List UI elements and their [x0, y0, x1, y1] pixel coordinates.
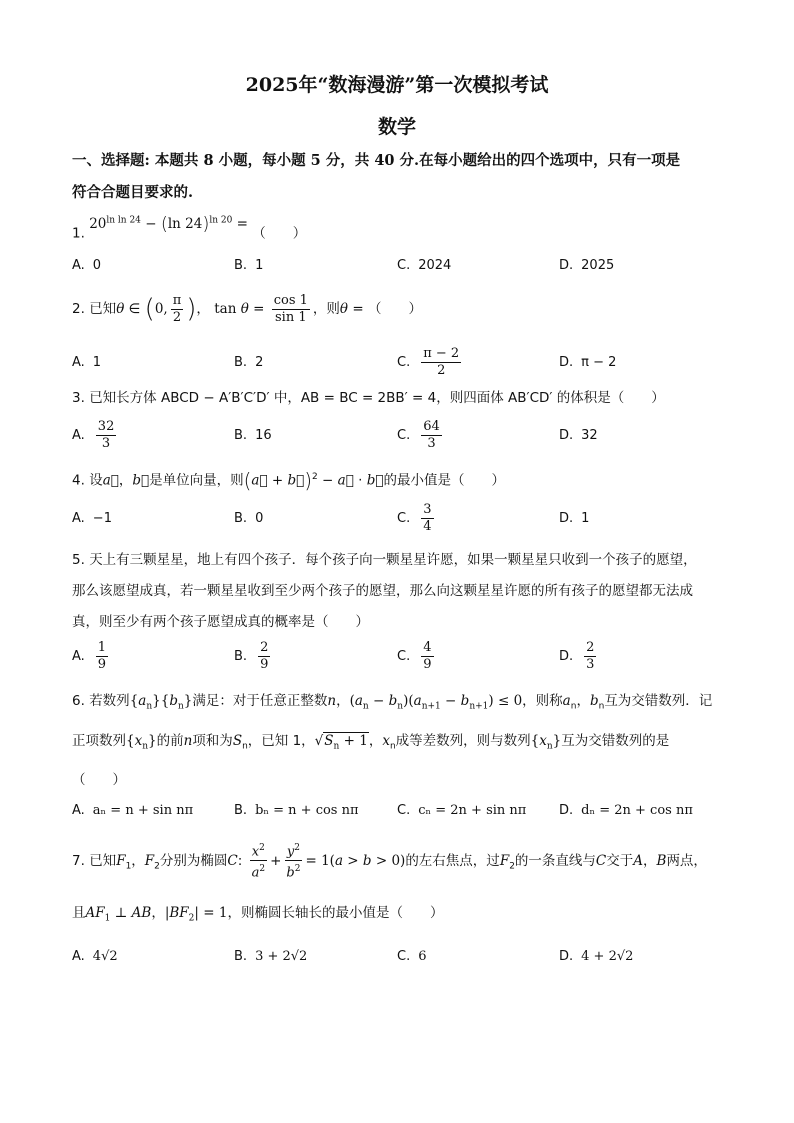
q1-option-d[interactable]: D. 2025: [559, 257, 615, 273]
q3-option-d[interactable]: D. 32: [559, 427, 598, 443]
q5-option-d[interactable]: D. $\frac{2}{3}$: [559, 639, 595, 672]
q2-option-c[interactable]: C. $\frac{\pi - 2}{2}$: [397, 345, 460, 378]
q6-option-a[interactable]: A. aₙ = n + sin nπ: [72, 802, 194, 818]
exam-title: 2025年“数海漫游”第一次模拟考试: [245, 74, 549, 96]
q7-option-b[interactable]: B. 3 + 2√2: [234, 948, 308, 964]
q7-options: [72, 936, 732, 976]
q4-option-a[interactable]: A. −1: [72, 510, 112, 526]
subject-title: 数学: [377, 116, 416, 138]
q7-option-c[interactable]: C. 6: [397, 948, 427, 964]
q1-options: [72, 245, 732, 285]
q7-option-d[interactable]: D. 4 + 2√2: [559, 948, 634, 964]
q2-option-a[interactable]: A. 1: [72, 354, 102, 370]
q1-option-c[interactable]: C. 2024: [397, 257, 452, 273]
section-heading: [72, 145, 732, 209]
q1-option-a[interactable]: A. 0: [72, 257, 102, 273]
q6-option-b[interactable]: B. bₙ = n + cos nπ: [234, 802, 359, 818]
q7-option-a[interactable]: A. 4√2: [72, 948, 118, 964]
q5-option-a[interactable]: A. $\frac{1}{9}$: [72, 639, 107, 672]
q2-options: [72, 342, 732, 382]
question-5: 5. 天上有三颗星星，地上有四个孩子．每个孩子向一颗星星许愿，如果一颗星星只收到一个孩子的愿望， 那么该愿望成真，若一颗星星收到至少两个孩子的愿望，那么向这颗星星许愿的所有孩子的愿望都无法成 真，则至少有两个孩子愿望成真的概率是（ ）: [72, 552, 697, 630]
q3-option-a[interactable]: A. $\frac{32}{3}$: [72, 418, 115, 451]
q3-options: [72, 415, 732, 455]
q5-options: [72, 636, 732, 676]
question-4: 4. 设a⃗，b⃗是单位向量，则(a⃗ + b⃗)$^2$ − a⃗ · b⃗的最小值是（ ）: [72, 468, 505, 493]
q1-option-b[interactable]: B. 1: [234, 257, 264, 273]
q4-option-d[interactable]: D. 1: [559, 510, 590, 526]
question-2: 2. 已知θ ∈ (0, $\frac{\pi}{2}$ )， tan θ = $\frac{\cos 1}{\sin 1}$ ，则θ = （ ）: [72, 292, 422, 325]
section-heading-line2: 符合合题目要求的.: [72, 184, 194, 201]
q3-option-b[interactable]: B. 16: [234, 427, 272, 443]
section-heading-line1: 一、选择题: 本题共 8 小题，每小题 5 分，共 40 分.在每小题给出的四个选项中，只有一项是: [72, 152, 681, 169]
q4-options: [72, 498, 732, 538]
q2-option-b[interactable]: B. 2: [234, 354, 264, 370]
q3-option-c[interactable]: C. $\frac{64}{3}$: [397, 418, 440, 451]
q2-option-d[interactable]: D. π − 2: [559, 354, 617, 370]
q6-options: [72, 790, 732, 830]
q4-option-b[interactable]: B. 0: [234, 510, 264, 526]
question-1: 1. $20^{ln ln 24} - (\ln$ 24)$^{ln 20}$ = （ ）: [72, 213, 307, 242]
question-6: 6. 若数列$\{a_n\}\{b_n\}$满足：对于任意正整数n，$(a_n - b_n)(a_{n+1} - b_{n+1}) \le 0$，则称$a_n$，$b_n$互为交错数列．记 正项数列$\{x_n\}$的前n项和为$S_n$，已知 1，$√S_n + 1$，$x_n$成等差数列，则与数列$\{x_n\}$互为交错数列的是 （ ）: [72, 693, 713, 789]
q5-option-c[interactable]: C. $\frac{4}{9}$: [397, 639, 432, 672]
question-7: 7. 已知$F_1$，$F_2$分别为椭圆C: $\frac{x^2}{a^2}$ + $\frac{y^2}{b^2}$ = 1(a > b > 0)的左右焦点，过$F_2$的一条直线与C交于A，B两点， 且$AF_1$ ⊥ AB，$|BF_2| = 1$，则椭圆长轴长的最小值是（ ）: [72, 840, 732, 938]
q5-option-b[interactable]: B. $\frac{2}{9}$: [234, 639, 269, 672]
q4-option-c[interactable]: C. $\frac{3}{4}$: [397, 501, 432, 534]
q6-option-d[interactable]: D. dₙ = 2n + cos nπ: [559, 802, 693, 818]
q6-option-c[interactable]: C. cₙ = 2n + sin nπ: [397, 802, 527, 818]
question-3: 3. 已知长方体 ABCD − A′B′C′D′ 中，AB = BC = 2BB′ = 4，则四面体 AB′CD′ 的体积是（ ）: [72, 390, 665, 406]
